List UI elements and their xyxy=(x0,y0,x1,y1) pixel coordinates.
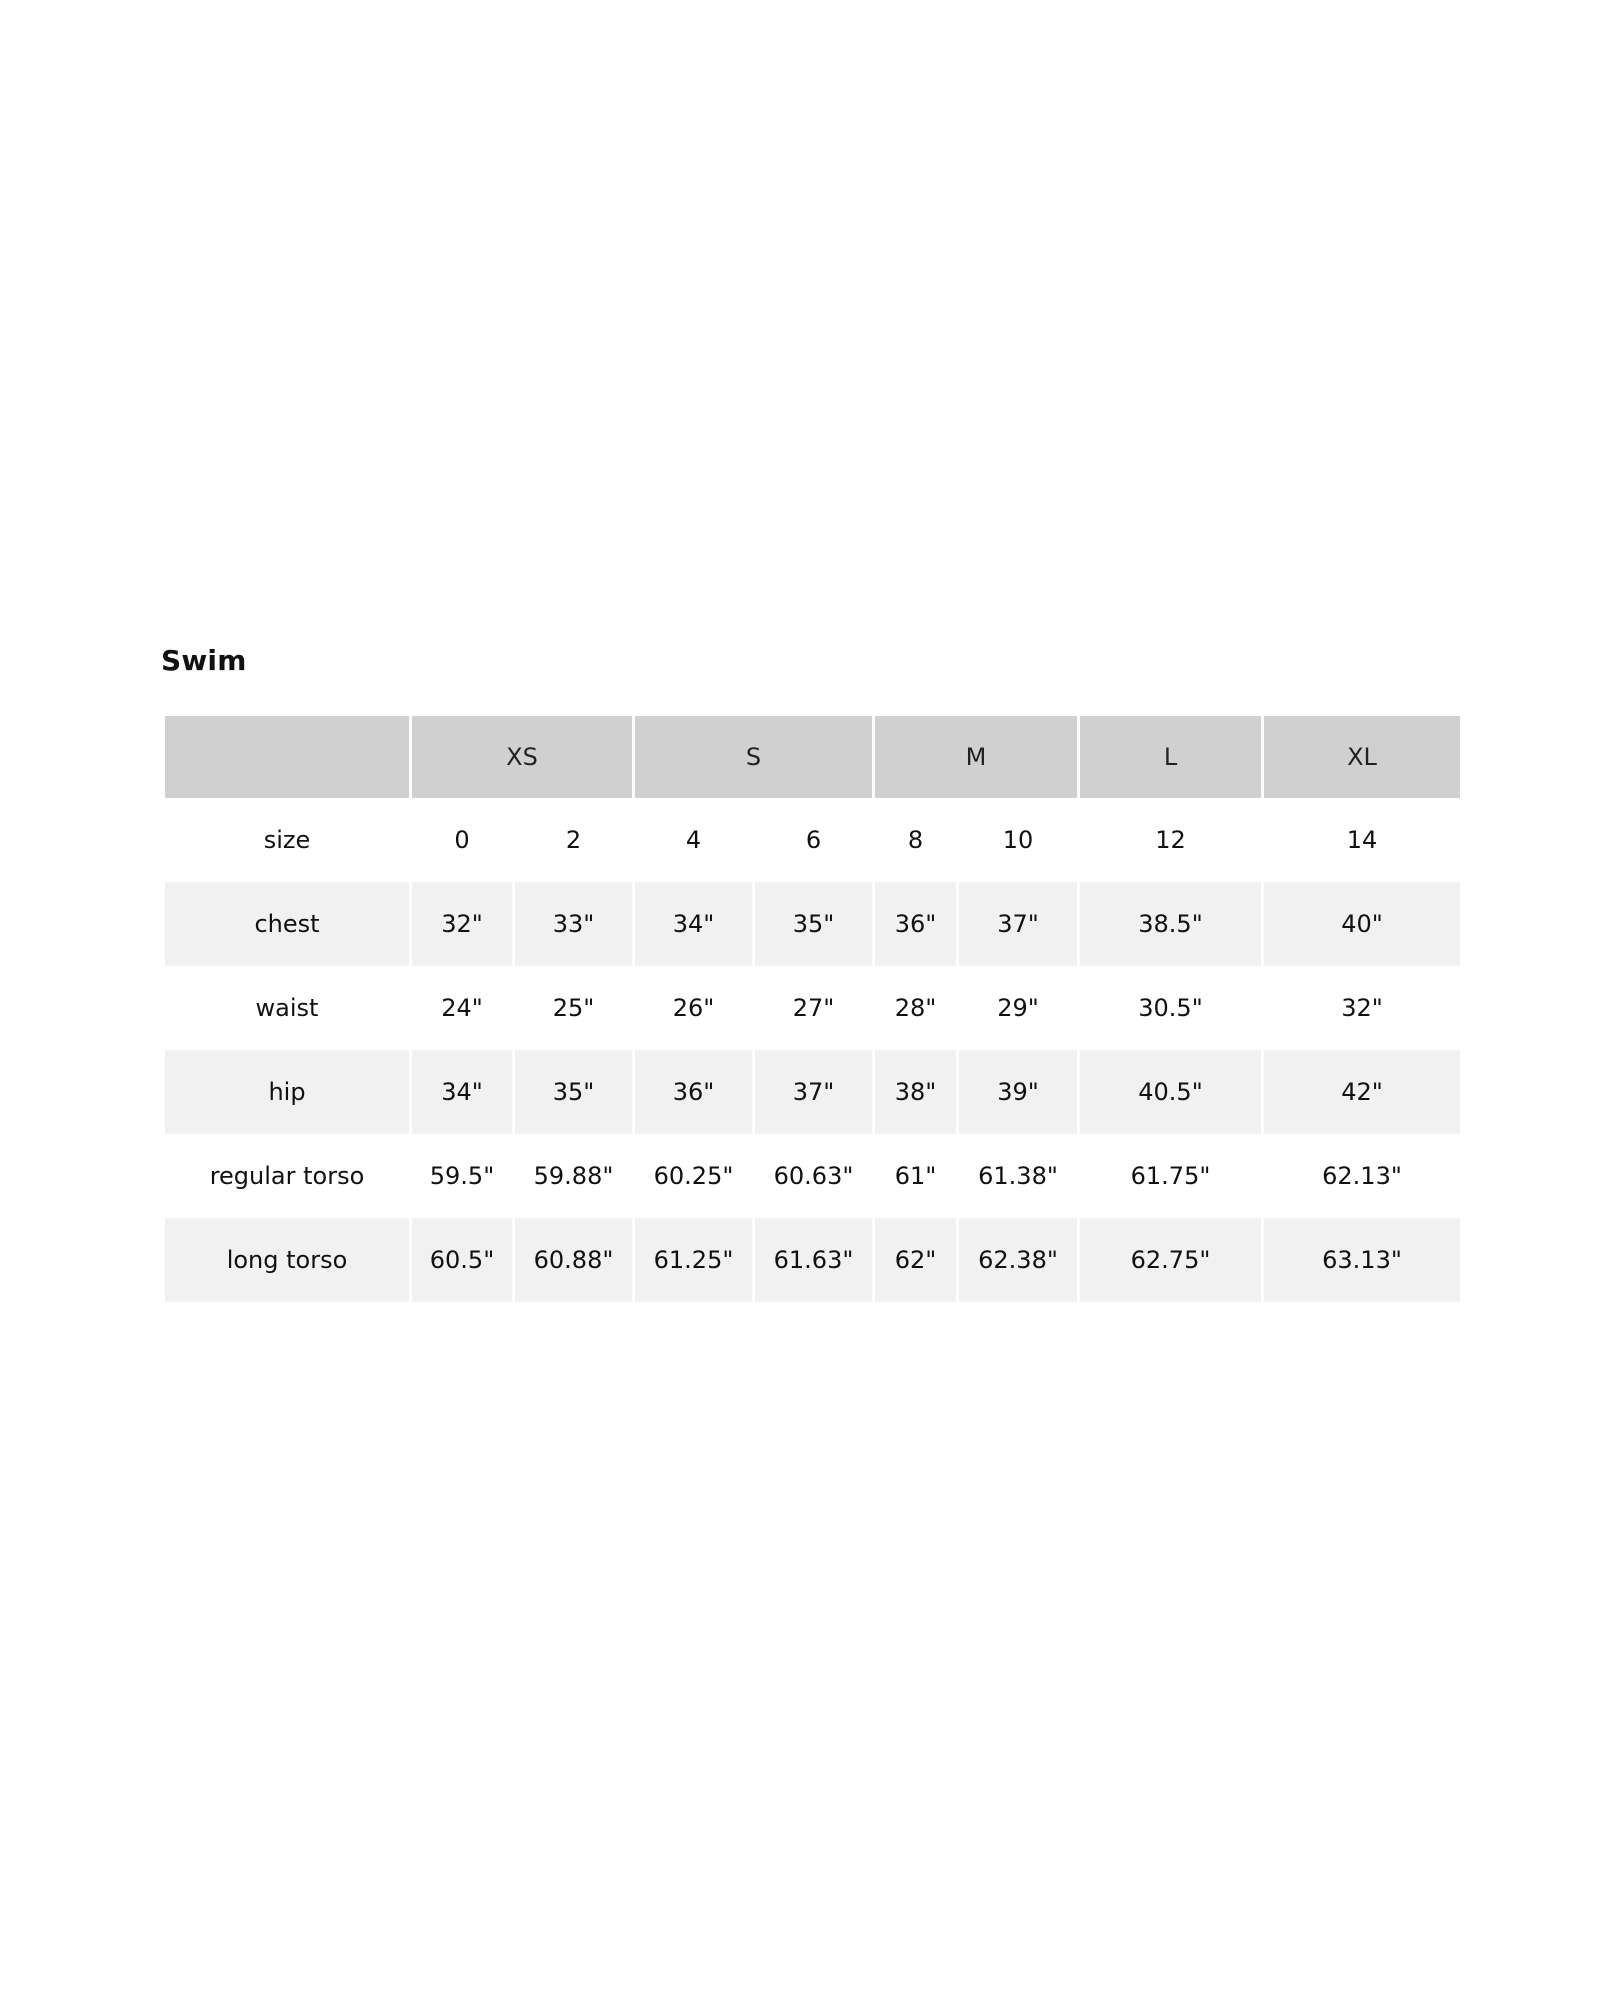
measurement-cell: 4 xyxy=(635,798,752,882)
measurement-cell: 61.38" xyxy=(959,1134,1077,1218)
size-group-xl: XL xyxy=(1264,716,1460,798)
measurement-cell: 61.25" xyxy=(635,1218,752,1302)
table-row xyxy=(165,882,1460,966)
measurement-cell: 36" xyxy=(875,882,956,966)
measurement-cell: 60.88" xyxy=(515,1218,632,1302)
measurement-cell: 60.63" xyxy=(755,1134,872,1218)
measurement-cell: 26" xyxy=(635,966,752,1050)
measurement-cell: 61.63" xyxy=(755,1218,872,1302)
measurement-cell: 36" xyxy=(635,1050,752,1134)
measurement-cell: 40.5" xyxy=(1080,1050,1261,1134)
measurement-cell: 6 xyxy=(755,798,872,882)
measurement-cell: 59.5" xyxy=(412,1134,512,1218)
measurement-cell: 12 xyxy=(1080,798,1261,882)
row-label: regular torso xyxy=(165,1134,409,1218)
measurement-cell: 37" xyxy=(959,882,1077,966)
measurement-cell: 32" xyxy=(412,882,512,966)
measurement-cell: 63.13" xyxy=(1264,1218,1460,1302)
measurement-cell: 32" xyxy=(1264,966,1460,1050)
measurement-cell: 27" xyxy=(755,966,872,1050)
row-label: hip xyxy=(165,1050,409,1134)
measurement-cell: 62.13" xyxy=(1264,1134,1460,1218)
measurement-cell: 42" xyxy=(1264,1050,1460,1134)
measurement-cell: 24" xyxy=(412,966,512,1050)
measurement-cell: 25" xyxy=(515,966,632,1050)
measurement-cell: 62.38" xyxy=(959,1218,1077,1302)
measurement-cell: 39" xyxy=(959,1050,1077,1134)
table-row xyxy=(165,1218,1460,1302)
row-label: long torso xyxy=(165,1218,409,1302)
table-row xyxy=(165,1050,1460,1134)
measurement-cell: 60.5" xyxy=(412,1218,512,1302)
measurement-cell: 0 xyxy=(412,798,512,882)
measurement-cell: 40" xyxy=(1264,882,1460,966)
size-chart-table xyxy=(162,716,1463,1302)
measurement-cell: 10 xyxy=(959,798,1077,882)
size-chart-body xyxy=(165,798,1460,1302)
measurement-cell: 14 xyxy=(1264,798,1460,882)
header-corner-cell xyxy=(165,716,409,798)
measurement-cell: 2 xyxy=(515,798,632,882)
measurement-cell: 59.88" xyxy=(515,1134,632,1218)
measurement-cell: 61.75" xyxy=(1080,1134,1261,1218)
row-label: waist xyxy=(165,966,409,1050)
size-group-l: L xyxy=(1080,716,1261,798)
size-group-m: M xyxy=(875,716,1077,798)
measurement-cell: 34" xyxy=(635,882,752,966)
measurement-cell: 62" xyxy=(875,1218,956,1302)
measurement-cell: 37" xyxy=(755,1050,872,1134)
measurement-cell: 29" xyxy=(959,966,1077,1050)
table-row xyxy=(165,1134,1460,1218)
measurement-cell: 38.5" xyxy=(1080,882,1261,966)
measurement-cell: 60.25" xyxy=(635,1134,752,1218)
size-group-header xyxy=(165,716,1460,798)
table-row xyxy=(165,798,1460,882)
row-label: chest xyxy=(165,882,409,966)
measurement-cell: 8 xyxy=(875,798,956,882)
measurement-cell: 34" xyxy=(412,1050,512,1134)
measurement-cell: 61" xyxy=(875,1134,956,1218)
size-group-xs: XS xyxy=(412,716,632,798)
measurement-cell: 38" xyxy=(875,1050,956,1134)
measurement-cell: 62.75" xyxy=(1080,1218,1261,1302)
measurement-cell: 30.5" xyxy=(1080,966,1261,1050)
table-row xyxy=(165,966,1460,1050)
chart-title: Swim xyxy=(161,644,247,677)
measurement-cell: 28" xyxy=(875,966,956,1050)
measurement-cell: 35" xyxy=(755,882,872,966)
row-label: size xyxy=(165,798,409,882)
size-group-s: S xyxy=(635,716,872,798)
measurement-cell: 35" xyxy=(515,1050,632,1134)
measurement-cell: 33" xyxy=(515,882,632,966)
